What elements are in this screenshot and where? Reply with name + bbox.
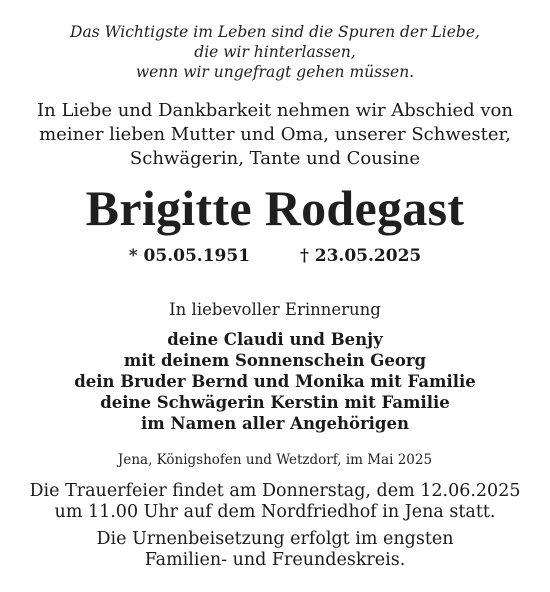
urn-line: Familien- und Freundeskreis. [144,550,406,570]
birth-date: * 05.05.1951 [128,246,251,266]
mourner-line: im Namen aller Angehörigen [141,414,409,433]
death-date: † 23.05.2025 [299,246,422,266]
mourners-list [0,329,550,434]
mourner-line: dein Bruder Bernd und Monika mit Familie [74,372,476,391]
quote-line: wenn wir ungefragt gehen müssen. [135,63,415,81]
place-and-date: Jena, Königshofen und Wetzdorf, im Mai 2025 [117,452,433,468]
life-dates [0,244,550,268]
urn-burial-info [0,529,550,571]
urn-line: Die Urnenbeisetzung erfolgt im engsten [96,529,454,549]
quote-line: die wir hinterlassen, [194,43,356,61]
memorial-quote [0,22,550,82]
mourner-line: deine Claudi und Benjy [167,330,383,349]
farewell-intro [0,99,550,171]
mourner-line: mit deinem Sonnenschein Georg [123,351,427,370]
remembrance-heading: In liebevoller Erinnerung [169,300,381,319]
ceremony-line: um 11.00 Uhr auf dem Nordfriedhof in Jena statt. [54,502,496,522]
quote-line: Das Wichtigste im Leben sind die Spuren der Liebe, [70,23,480,41]
funeral-ceremony-info [0,481,550,523]
deceased-name: Brigitte Rodegast [85,180,465,236]
intro-line: In Liebe und Dankbarkeit nehmen wir Abschied von [37,100,513,121]
mourner-line: deine Schwägerin Kerstin mit Familie [100,393,450,412]
ceremony-line: Die Trauerfeier findet am Donnerstag, dem 12.06.2025 [29,481,521,501]
intro-line: Schwägerin, Tante und Cousine [129,148,421,169]
intro-line: meiner lieben Mutter und Oma, unserer Schwester, [39,124,511,145]
